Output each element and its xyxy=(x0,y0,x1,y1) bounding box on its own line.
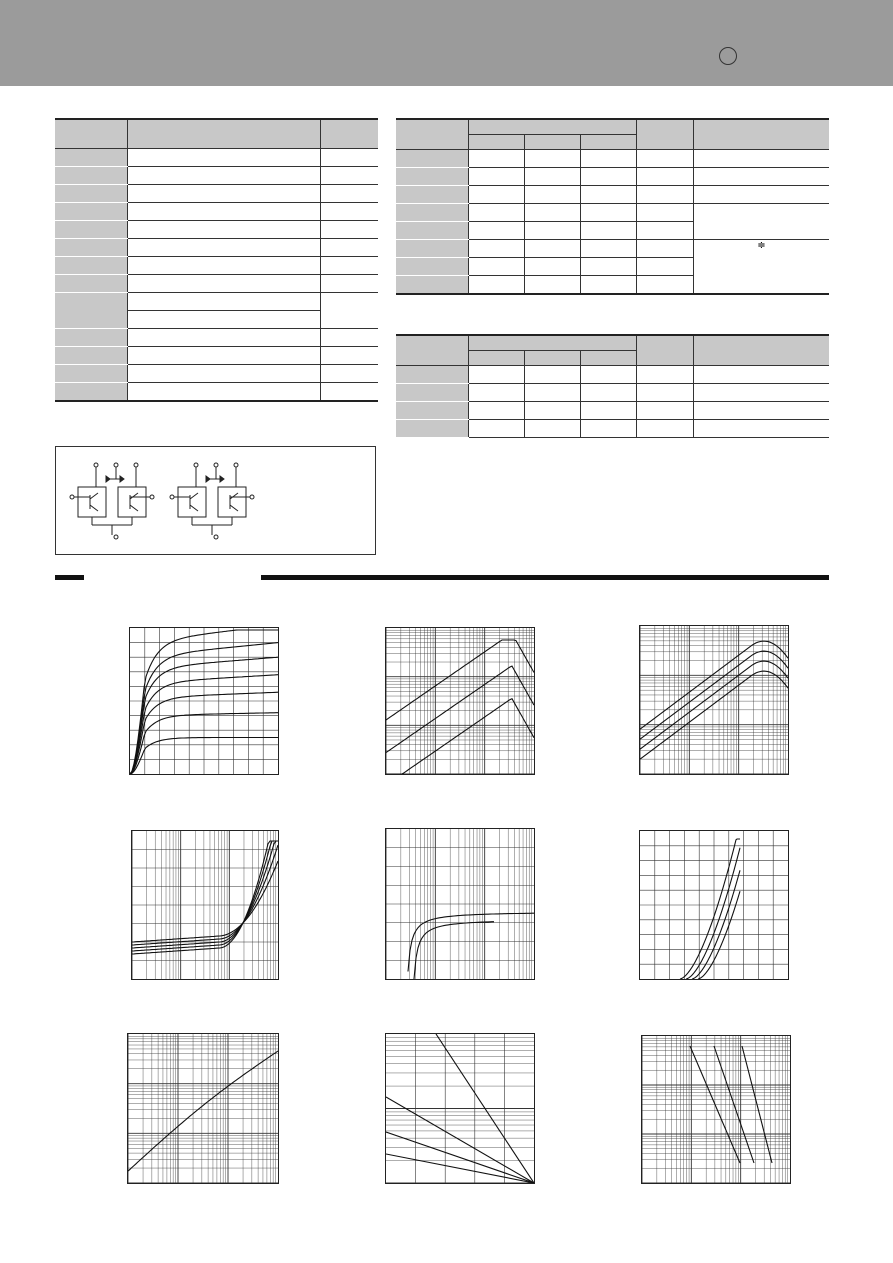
series-line-0 xyxy=(680,839,740,979)
chart-8 xyxy=(385,1033,535,1184)
chart-8-plot xyxy=(386,1034,534,1183)
chart-1-plot xyxy=(130,628,278,774)
chart-5-plot xyxy=(386,829,534,979)
circle-mark-icon xyxy=(719,47,737,65)
chart-2 xyxy=(385,627,535,775)
chart-2-plot xyxy=(386,628,534,774)
diode-table xyxy=(396,334,829,438)
grid-lines xyxy=(640,831,788,979)
chart-7-plot xyxy=(128,1034,278,1183)
grid-lines xyxy=(386,1034,534,1183)
chart-5 xyxy=(385,828,535,980)
chart-9 xyxy=(641,1035,791,1184)
chart-9-plot xyxy=(642,1036,790,1183)
series-line-1 xyxy=(686,848,740,979)
chart-6 xyxy=(639,830,789,980)
section-rule-short xyxy=(55,575,84,580)
chart-3 xyxy=(639,625,789,775)
series-line-0 xyxy=(408,913,534,971)
grid-lines xyxy=(386,829,534,979)
chart-4-plot xyxy=(132,831,278,979)
series-line-3 xyxy=(640,641,788,729)
section-rule-long xyxy=(261,575,829,580)
series-line-1 xyxy=(132,845,278,945)
series-line-2 xyxy=(386,699,534,774)
electrical-table: ≑ xyxy=(396,118,829,295)
series-line-0 xyxy=(386,640,534,720)
series-line-1 xyxy=(414,922,494,979)
chart-4 xyxy=(131,830,279,980)
chart-7 xyxy=(127,1033,279,1184)
ratings-table xyxy=(55,118,378,402)
grid-lines xyxy=(128,1034,278,1183)
grid-lines xyxy=(642,1036,790,1183)
series-line-3 xyxy=(386,1154,534,1183)
series-line-2 xyxy=(132,841,278,948)
header-band xyxy=(0,0,893,86)
chart-6-plot xyxy=(640,831,788,979)
chart-1 xyxy=(129,627,279,775)
circuit-diagram xyxy=(55,446,376,555)
circuit-schematic-icon xyxy=(56,447,375,554)
grid-lines xyxy=(640,626,788,774)
chart-3-plot xyxy=(640,626,788,774)
